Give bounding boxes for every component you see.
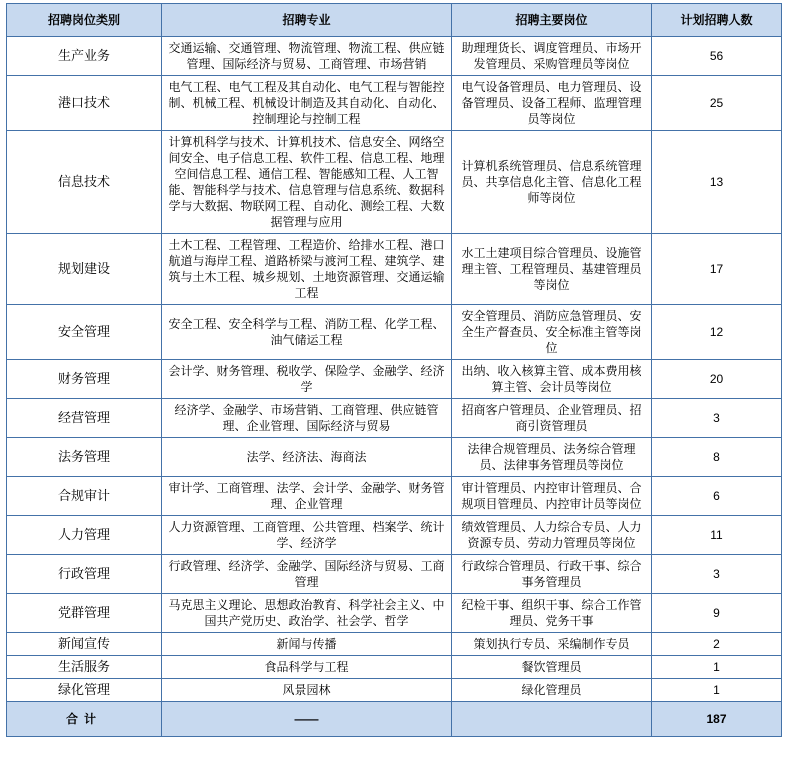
header-cell-category: 招聘岗位类别: [7, 4, 162, 37]
cell-major: 风景园林: [162, 679, 452, 702]
table-row: [7, 594, 782, 633]
table-row: [7, 516, 782, 555]
cell-count: 1: [652, 679, 782, 702]
cell-major: 安全工程、安全科学与工程、消防工程、化学工程、油气储运工程: [162, 305, 452, 360]
cell-category: 合规审计: [7, 477, 162, 516]
header-cell-major: 招聘专业: [162, 4, 452, 37]
table-row: [7, 131, 782, 234]
recruitment-plan-table: [6, 3, 782, 737]
header-cell-count: 计划招聘人数: [652, 4, 782, 37]
cell-category: 行政管理: [7, 555, 162, 594]
cell-category: 生产业务: [7, 37, 162, 76]
cell-count: 9: [652, 594, 782, 633]
cell-post: 餐饮管理员: [452, 656, 652, 679]
cell-category: 财务管理: [7, 360, 162, 399]
table-row: [7, 76, 782, 131]
cell-count: 8: [652, 438, 782, 477]
table-row: [7, 679, 782, 702]
cell-post: 计算机系统管理员、信息系统管理员、共享信息化主管、信息化工程师等岗位: [452, 131, 652, 234]
total-count: 187: [652, 702, 782, 737]
cell-post: 行政综合管理员、行政干事、综合事务管理员: [452, 555, 652, 594]
cell-post: 助理理货长、调度管理员、市场开发管理员、采购管理员等岗位: [452, 37, 652, 76]
cell-post: 策划执行专员、采编制作专员: [452, 633, 652, 656]
table-row: [7, 234, 782, 305]
cell-major: 交通运输、交通管理、物流管理、物流工程、供应链管理、国际经济与贸易、工商管理、市场营销: [162, 37, 452, 76]
cell-post: 审计管理员、内控审计管理员、合规项目管理员、内控审计员等岗位: [452, 477, 652, 516]
cell-major: 计算机科学与技术、计算机技术、信息安全、网络空间安全、电子信息工程、软件工程、信息工程、地理空间信息工程、通信工程、智能感知工程、人工智能、智能科学与技术、信息管理与信息系统、数据科学与大数据、物联网工程、自动化、测绘工程、大数据管理与应用: [162, 131, 452, 234]
cell-post: 绿化管理员: [452, 679, 652, 702]
cell-major: 经济学、金融学、市场营销、工商管理、供应链管理、企业管理、国际经济与贸易: [162, 399, 452, 438]
cell-category: 规划建设: [7, 234, 162, 305]
cell-category: 人力管理: [7, 516, 162, 555]
cell-category: 新闻宣传: [7, 633, 162, 656]
cell-count: 13: [652, 131, 782, 234]
total-row: [7, 702, 782, 737]
total-post: [452, 702, 652, 737]
cell-category: 生活服务: [7, 656, 162, 679]
cell-major: 土木工程、工程管理、工程造价、给排水工程、港口航道与海岸工程、道路桥梁与渡河工程、建筑学、建筑与土木工程、城乡规划、土地资源管理、交通运输工程: [162, 234, 452, 305]
cell-major: 电气工程、电气工程及其自动化、电气工程与智能控制、机械工程、机械设计制造及其自动化、自动化、控制理论与控制工程: [162, 76, 452, 131]
cell-major: 行政管理、经济学、金融学、国际经济与贸易、工商管理: [162, 555, 452, 594]
cell-category: 经营管理: [7, 399, 162, 438]
table-row: [7, 37, 782, 76]
cell-major: 会计学、财务管理、税收学、保险学、金融学、经济学: [162, 360, 452, 399]
cell-count: 1: [652, 656, 782, 679]
table-row: [7, 477, 782, 516]
cell-major: 新闻与传播: [162, 633, 452, 656]
cell-major: 审计学、工商管理、法学、会计学、金融学、财务管理、企业管理: [162, 477, 452, 516]
cell-count: 17: [652, 234, 782, 305]
table-row: [7, 633, 782, 656]
header-row: [7, 4, 782, 37]
cell-count: 25: [652, 76, 782, 131]
cell-category: 港口技术: [7, 76, 162, 131]
cell-count: 3: [652, 555, 782, 594]
cell-post: 出纳、收入核算主管、成本费用核算主管、会计员等岗位: [452, 360, 652, 399]
cell-post: 招商客户管理员、企业管理员、招商引资管理员: [452, 399, 652, 438]
cell-category: 安全管理: [7, 305, 162, 360]
cell-category: 信息技术: [7, 131, 162, 234]
cell-post: 纪检干事、组织干事、综合工作管理员、党务干事: [452, 594, 652, 633]
cell-post: 水工土建项目综合管理员、设施管理主管、工程管理员、基建管理员等岗位: [452, 234, 652, 305]
table-row: [7, 555, 782, 594]
table-header: [7, 4, 782, 37]
table-row: [7, 305, 782, 360]
cell-post: 安全管理员、消防应急管理员、安全生产督查员、安全标准主管等岗位: [452, 305, 652, 360]
cell-major: 人力资源管理、工商管理、公共管理、档案学、统计学、经济学: [162, 516, 452, 555]
table-row: [7, 438, 782, 477]
cell-category: 党群管理: [7, 594, 162, 633]
cell-count: 20: [652, 360, 782, 399]
table-row: [7, 399, 782, 438]
table-body: [7, 37, 782, 702]
table-row: [7, 656, 782, 679]
cell-category: 绿化管理: [7, 679, 162, 702]
table-row: [7, 360, 782, 399]
cell-count: 3: [652, 399, 782, 438]
header-cell-post: 招聘主要岗位: [452, 4, 652, 37]
cell-count: 12: [652, 305, 782, 360]
cell-count: 6: [652, 477, 782, 516]
cell-count: 2: [652, 633, 782, 656]
cell-category: 法务管理: [7, 438, 162, 477]
cell-count: 11: [652, 516, 782, 555]
cell-major: 马克思主义理论、思想政治教育、科学社会主义、中国共产党历史、政治学、社会学、哲学: [162, 594, 452, 633]
cell-post: 法律合规管理员、法务综合管理员、法律事务管理员等岗位: [452, 438, 652, 477]
table-footer: [7, 702, 782, 737]
cell-major: 法学、经济法、海商法: [162, 438, 452, 477]
cell-post: 电气设备管理员、电力管理员、设备管理员、设备工程师、监理管理员等岗位: [452, 76, 652, 131]
cell-major: 食品科学与工程: [162, 656, 452, 679]
cell-count: 56: [652, 37, 782, 76]
total-major: ——: [162, 702, 452, 737]
total-label: 合计: [7, 702, 162, 737]
cell-post: 绩效管理员、人力综合专员、人力资源专员、劳动力管理员等岗位: [452, 516, 652, 555]
